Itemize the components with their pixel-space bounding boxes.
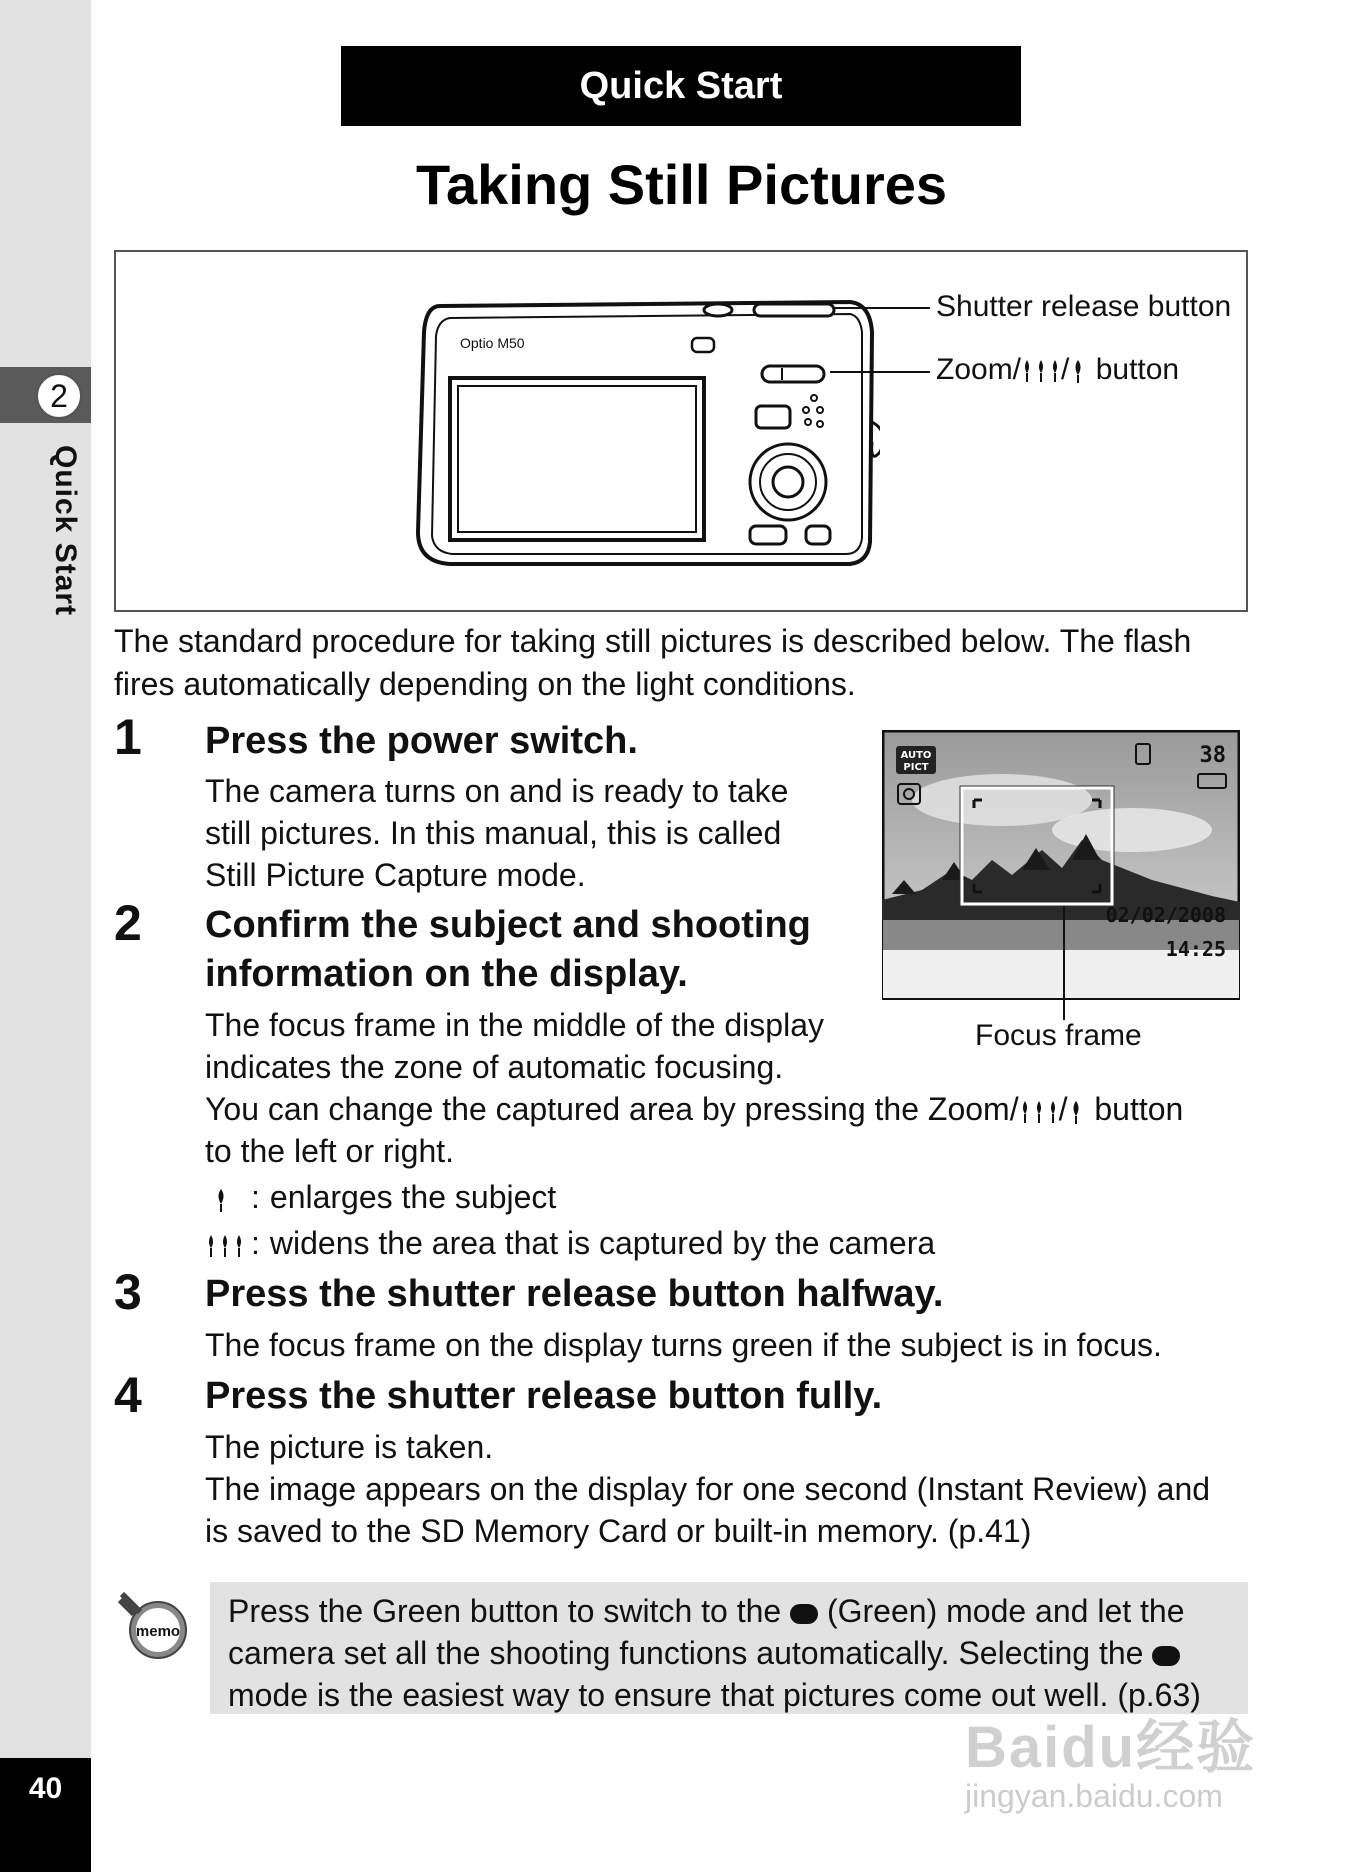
focus-leader-line	[1063, 1000, 1067, 1020]
callout-lines	[830, 300, 930, 380]
step-3-body: The focus frame on the display turns green if the subject is in focus.	[205, 1327, 1162, 1363]
green-mode-icon	[1152, 1646, 1180, 1666]
chapter-label: Quick Start	[49, 445, 82, 617]
chapter-number: 2	[36, 373, 82, 419]
step-4-body: The picture is taken. The image appears on the display for one second (Instant Review) and is saved to the SD Memory Card or built-in memory. (p.41)	[205, 1429, 1211, 1549]
step-4-number: 4	[114, 1367, 142, 1423]
lcd-time: 14:25	[1165, 937, 1226, 961]
tele-description-row: : enlarges the subject	[205, 1176, 1265, 1218]
step-4-heading: Press the shutter release button fully.	[205, 1375, 883, 1417]
page-number: 40	[28, 1772, 63, 1805]
wide-description-row: : widens the area that is captured by the camera	[205, 1222, 1265, 1264]
lcd-date: 02/02/2008	[1105, 903, 1226, 927]
wide-icon	[205, 1232, 245, 1260]
step-2-number: 2	[114, 895, 142, 951]
step-1-heading: Press the power switch.	[205, 720, 638, 762]
wide-icon	[1019, 1098, 1059, 1126]
watermark-url: jingyan.baidu.com	[965, 1778, 1223, 1814]
memo-icon-label: memo	[135, 1623, 181, 1640]
step-3-heading: Press the shutter release button halfway.	[205, 1273, 944, 1315]
step-1-body: The camera turns on and is ready to take still pictures. In this manual, this is called Still Picture Capture mode.	[205, 773, 789, 893]
camera-model-text: Optio M50	[460, 335, 525, 351]
section-banner: Quick Start	[341, 46, 1021, 126]
lcd-display-illustration	[882, 730, 1240, 1000]
callout-zoom: Zoom/ / button	[936, 353, 1180, 386]
step-2-body: The focus frame in the middle of the display indicates the zone of automatic focusing. You can change the captured area by pressing the Zoom/ / button to the left or right. : enlarges the subject : widens the area that is captured by the camera	[205, 1004, 1265, 1264]
sidebar-strip	[0, 0, 91, 1872]
step-2-heading: Confirm the subject and shooting information on the display.	[205, 904, 811, 995]
lcd-shots-remaining: 38	[1199, 743, 1226, 768]
step-1-number: 1	[114, 709, 142, 765]
callout-shutter: Shutter release button	[936, 290, 1232, 323]
page-title: Taking Still Pictures	[415, 153, 948, 216]
lcd-mode-badge-top: AUTO	[900, 750, 932, 761]
memo-icon	[118, 1590, 190, 1662]
lcd-mode-badge-bottom: PICT	[903, 762, 929, 773]
zoom-instruction: You can change the captured area by pressing the Zoom/ / button	[205, 1091, 1184, 1127]
green-mode-icon	[790, 1604, 818, 1624]
intro-paragraph: The standard procedure for taking still pictures is described below. The flash fires automatically depending on the light conditions.	[114, 623, 1192, 702]
tele-icon	[205, 1186, 245, 1214]
step-3-number: 3	[114, 1264, 142, 1320]
tele-icon	[1069, 357, 1087, 385]
memo-box: Press the Green button to switch to the (Green) mode and let the camera set all the shooting functions automatically. Selecting the mode is the easiest way to ensure that pictures come out well. (p.63)	[210, 1582, 1248, 1714]
tele-icon	[1067, 1098, 1085, 1126]
camera-back-illustration	[410, 292, 880, 582]
wide-icon	[1021, 357, 1061, 385]
watermark-logo: Baidu经验	[965, 1715, 1257, 1780]
focus-frame-label: Focus frame	[975, 1019, 1142, 1052]
